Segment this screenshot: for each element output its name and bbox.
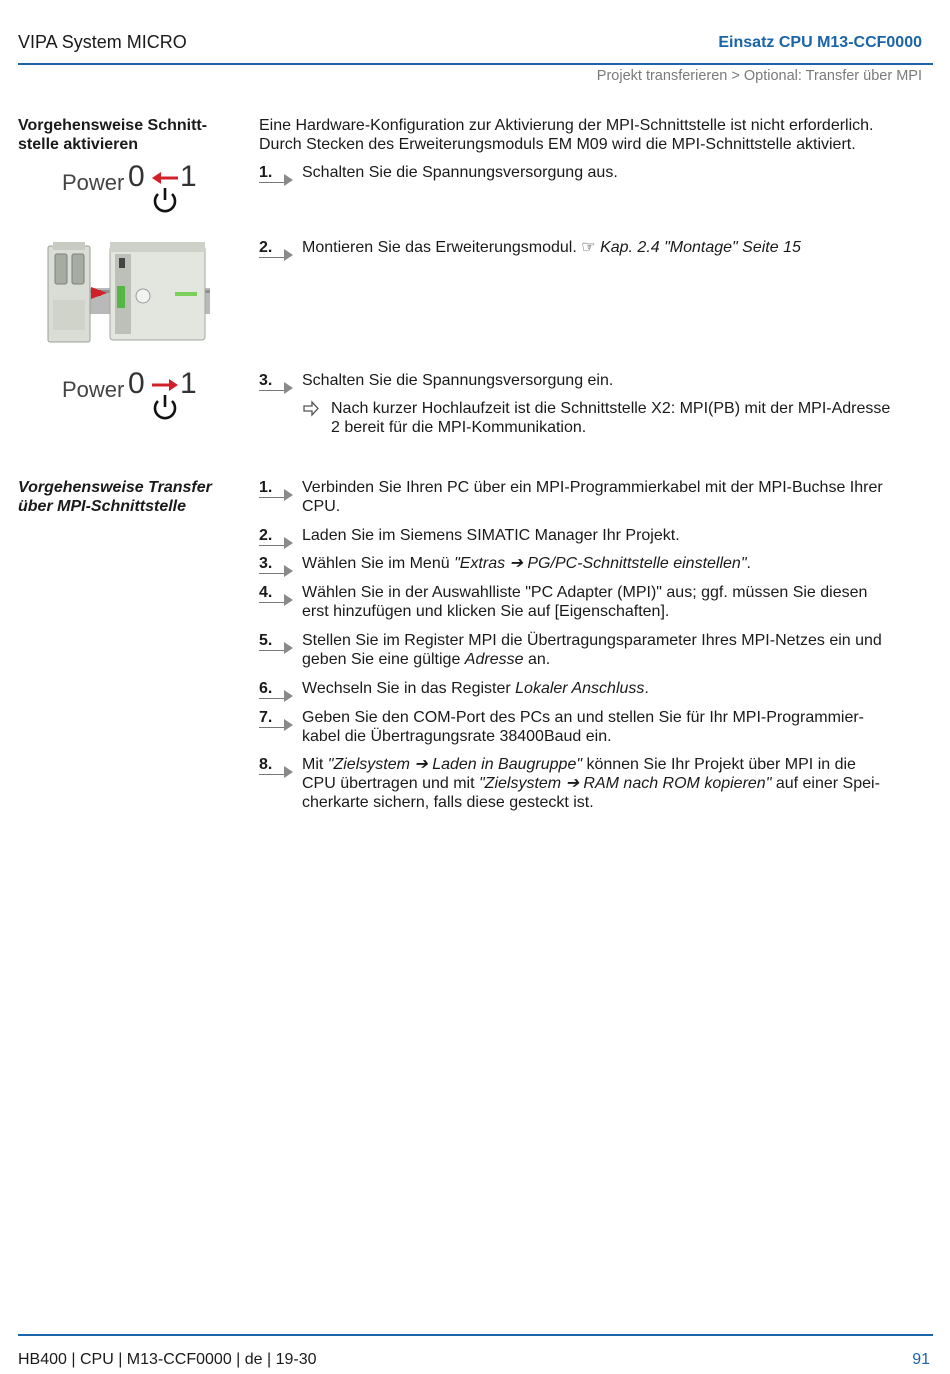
section1-step-3: 3. Schalten Sie die Spannungsversorgung ein. bbox=[259, 371, 934, 390]
step-arrow-icon bbox=[284, 565, 293, 577]
step-arrow-icon bbox=[284, 766, 293, 778]
section2-step-1: 1. Verbinden Sie Ihren PC über ein MPI-Programmierkabel mit der MPI-Buchse Ihrer CPU. bbox=[259, 479, 883, 515]
section2-step-7: 7. Geben Sie den COM-Port des PCs an und stellen Sie für Ihr MPI-Programmier- kabel die Übertragungsrate 38400Baud ein. bbox=[259, 709, 864, 745]
section2-step-6: 6. Wechseln Sie in das Register Lokaler Anschluss. bbox=[259, 679, 934, 698]
step-arrow-icon bbox=[284, 489, 293, 501]
section2-heading: Vorgehensweise Transfer über MPI-Schnittstelle bbox=[18, 479, 212, 515]
power-one: 1 bbox=[180, 367, 197, 400]
step-arrow-icon bbox=[284, 249, 293, 261]
step-arrow-icon bbox=[284, 174, 293, 186]
section2-step-2: 2. Laden Sie im Siemens SIMATIC Manager Ihr Projekt. bbox=[259, 526, 934, 545]
section2-step-3: 3. Wählen Sie im Menü "Extras ➔ PG/PC-Schnittstelle einstellen". bbox=[259, 554, 934, 573]
power-zero: 0 bbox=[128, 160, 145, 193]
section1-step-2: 2. Montieren Sie das Erweiterungsmodul. ☞ Kap. 2.4 "Montage" Seite 15 bbox=[259, 238, 934, 257]
reference-icon: ☞ bbox=[581, 239, 596, 256]
breadcrumb: Projekt transferieren > Optional: Transfer über MPI bbox=[596, 68, 922, 84]
step-result: Nach kurzer Hochlaufzeit ist die Schnittstelle X2: MPI(PB) mit der MPI-Adresse 2 bereit für die MPI-Kommunikation. bbox=[302, 399, 932, 437]
page-number: 91 bbox=[912, 1351, 930, 1368]
footer-rule bbox=[18, 1334, 933, 1336]
power-icon bbox=[150, 391, 180, 423]
header-rule bbox=[18, 63, 933, 65]
power-label: Power bbox=[62, 170, 125, 195]
section2-step-5: 5. Stellen Sie im Register MPI die Übertragungsparameter Ihres MPI-Netzes ein und geben Sie eine gültige Adresse an. bbox=[259, 632, 882, 668]
section1-intro: Eine Hardware-Konfiguration zur Aktivierung der MPI-Schnittstelle ist nicht erforderlich. Durch Stecken des Erweiterungsmoduls EM M09 wird die MPI-Schnittstelle aktiviert. bbox=[259, 117, 874, 153]
expansion-module-image bbox=[45, 238, 210, 346]
power-label: Power bbox=[62, 377, 125, 402]
power-on-graphic bbox=[62, 369, 202, 429]
power-zero: 0 bbox=[128, 367, 145, 400]
result-arrow-icon bbox=[302, 399, 320, 418]
section2-step-8: 8. Mit "Zielsystem ➔ Laden in Baugruppe" können Sie Ihr Projekt über MPI in die CPU übertragen und mit "Zielsystem ➔ RAM nach ROM kopieren" auf einer Spei- cherkarte sichern, falls diese gesteckt ist. bbox=[259, 756, 880, 811]
step-arrow-icon bbox=[284, 719, 293, 731]
document-title: VIPA System MICRO bbox=[18, 32, 187, 52]
section1-step-1: 1. Schalten Sie die Spannungsversorgung aus. bbox=[259, 163, 934, 182]
power-off-graphic bbox=[62, 162, 202, 222]
power-icon bbox=[150, 184, 180, 216]
step-arrow-icon bbox=[284, 537, 293, 549]
section1-heading: Vorgehensweise Schnitt- stelle aktivieren bbox=[18, 117, 208, 153]
footer-document-id: HB400 | CPU | M13-CCF0000 | de | 19-30 bbox=[18, 1351, 317, 1368]
step-arrow-icon bbox=[284, 642, 293, 654]
step-arrow-icon bbox=[284, 382, 293, 394]
power-one: 1 bbox=[180, 160, 197, 193]
chapter-title: Einsatz CPU M13-CCF0000 bbox=[718, 34, 922, 51]
chapter-reference-link[interactable]: Kap. 2.4 "Montage" Seite 15 bbox=[600, 239, 801, 256]
section2-step-4: 4. Wählen Sie in der Auswahlliste "PC Adapter (MPI)" aus; ggf. müssen Sie diesen erst hinzufügen und klicken Sie auf [Eigenschaften]. bbox=[259, 584, 868, 620]
step-arrow-icon bbox=[284, 690, 293, 702]
step-arrow-icon bbox=[284, 594, 293, 606]
